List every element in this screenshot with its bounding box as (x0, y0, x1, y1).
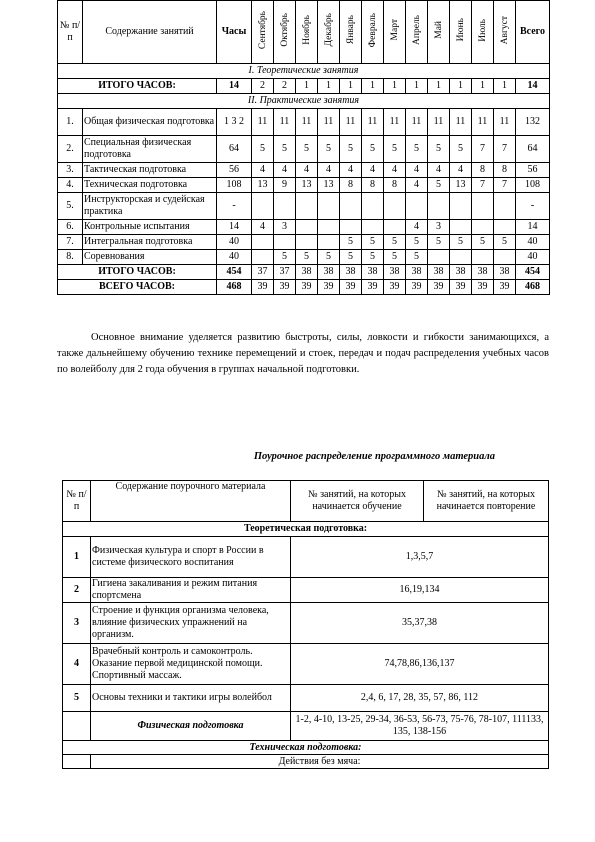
total-sum: 454 (516, 265, 550, 280)
lesson-distribution-title: Поурочное распределение программного материала (253, 451, 495, 462)
month-cell (450, 250, 472, 265)
month-cell: 4 (318, 163, 340, 178)
row-name: Инструкторская и судейская практика (83, 193, 217, 220)
total-hours: 14 (217, 79, 252, 94)
row-num: 2. (58, 136, 83, 163)
header-num: № п/п (58, 1, 83, 64)
header-month: Ноябрь (301, 15, 312, 45)
row-lessons: 2,4, 6, 17, 28, 35, 57, 86, 112 (291, 685, 549, 712)
header-month: Август (499, 15, 510, 45)
month-cell: 5 (362, 235, 384, 250)
row-hours: 64 (217, 136, 252, 163)
month-cell: 4 (252, 220, 274, 235)
row-num: 5. (58, 193, 83, 220)
month-cell: 39 (494, 280, 516, 295)
month-cell: 5 (450, 235, 472, 250)
month-cell (494, 250, 516, 265)
table-row (63, 644, 549, 685)
month-cell: 37 (252, 265, 274, 280)
month-cell: 5 (384, 235, 406, 250)
header-month: Сентябрь (257, 10, 268, 50)
row-name: Основы техники и тактики игры волейбол (91, 685, 291, 712)
month-cell: 3 (274, 220, 296, 235)
row-hours: - (217, 193, 252, 220)
month-cell (494, 193, 516, 220)
row-hours: 14 (217, 220, 252, 235)
description-paragraph: Основное внимание уделяется развитию быстроты, силы, ловкости и гибкости занимающихся, а также дальнейшему обучению технике перемещений и стоек, передач и подач распределения учебных часов по волейболу для 2 года обучения в группах начальной подготовки. (57, 332, 549, 375)
month-cell: 13 (450, 178, 472, 193)
header-month: Июль (477, 18, 488, 42)
grand-total-row (58, 280, 550, 295)
practice-total-row (58, 265, 550, 280)
total-sum: 468 (516, 280, 550, 295)
month-cell: 5 (428, 178, 450, 193)
month-cell: 11 (340, 109, 362, 136)
table-row (63, 603, 549, 644)
month-cell: 11 (252, 109, 274, 136)
month-cell (274, 193, 296, 220)
month-cell: 5 (362, 136, 384, 163)
header-month: Июнь (455, 18, 466, 42)
physical-row (63, 712, 549, 741)
month-cell: 39 (406, 280, 428, 295)
month-cell: 38 (340, 265, 362, 280)
month-cell: 7 (494, 178, 516, 193)
month-cell: 5 (296, 136, 318, 163)
month-cell (494, 220, 516, 235)
month-cell: 39 (274, 280, 296, 295)
month-cell: 13 (318, 178, 340, 193)
month-cell: 38 (472, 265, 494, 280)
row-lessons: 74,78,86,136,137 (291, 644, 549, 685)
month-cell: 4 (428, 163, 450, 178)
month-cell: 5 (340, 136, 362, 163)
month-cell: 1 (472, 79, 494, 94)
month-cell: 5 (318, 250, 340, 265)
month-cell: 38 (494, 265, 516, 280)
month-cell: 1 (428, 79, 450, 94)
month-cell: 8 (362, 178, 384, 193)
total-hours: 468 (217, 280, 252, 295)
month-cell: 39 (318, 280, 340, 295)
theory-total-row (58, 79, 550, 94)
month-cell: 5 (472, 235, 494, 250)
month-cell: 1 (384, 79, 406, 94)
month-cell: 37 (274, 265, 296, 280)
month-cell: 5 (428, 235, 450, 250)
total-sum: 14 (516, 79, 550, 94)
month-cell: 4 (274, 163, 296, 178)
month-cell: 4 (362, 163, 384, 178)
row-hours: 40 (217, 250, 252, 265)
total-hours: 454 (217, 265, 252, 280)
month-cell: 39 (428, 280, 450, 295)
month-cell (252, 193, 274, 220)
month-cell: 38 (296, 265, 318, 280)
month-cell: 8 (494, 163, 516, 178)
month-cell: 39 (384, 280, 406, 295)
month-cell (450, 220, 472, 235)
section-row (58, 64, 550, 79)
month-cell: 38 (428, 265, 450, 280)
month-cell: 4 (406, 220, 428, 235)
row-num: 1 (63, 537, 91, 578)
header-learn: № занятий, на которых начинается обучение (291, 481, 424, 522)
month-cell: 1 (494, 79, 516, 94)
month-cell: 8 (384, 178, 406, 193)
month-cell: 4 (406, 163, 428, 178)
hours-distribution-table (57, 0, 550, 295)
month-cell: 39 (296, 280, 318, 295)
month-cell: 39 (252, 280, 274, 295)
month-cell: 11 (450, 109, 472, 136)
section-row (63, 522, 549, 537)
month-cell: 39 (472, 280, 494, 295)
month-cell: 5 (274, 250, 296, 265)
month-cell: 5 (274, 136, 296, 163)
month-cell: 11 (384, 109, 406, 136)
month-cell: 1 (362, 79, 384, 94)
table-row (58, 193, 550, 220)
table-row (63, 578, 549, 603)
month-cell: 5 (362, 250, 384, 265)
header-month: Октябрь (279, 13, 290, 47)
row-total: 40 (516, 235, 550, 250)
month-cell (428, 193, 450, 220)
month-cell: 38 (450, 265, 472, 280)
row-name: Строение и функция организма человека, влияние физических упражнений на организм. (91, 603, 291, 644)
month-cell (362, 193, 384, 220)
month-cell: 1 (406, 79, 428, 94)
month-cell: 38 (384, 265, 406, 280)
header-month: Февраль (367, 12, 378, 48)
month-cell: 11 (406, 109, 428, 136)
row-num: 1. (58, 109, 83, 136)
header-month: Март (389, 19, 400, 41)
row-name: Врачебный контроль и самоконтроль. Оказание первой медицинской помощи. Спортивный массаж. (91, 644, 291, 685)
month-cell (362, 220, 384, 235)
row-num: 3 (63, 603, 91, 644)
table-row (63, 537, 549, 578)
row-total: 40 (516, 250, 550, 265)
month-cell (472, 193, 494, 220)
month-cell: 4 (296, 163, 318, 178)
header-num: № п/п (63, 481, 91, 522)
month-cell: 38 (406, 265, 428, 280)
month-cell: 11 (274, 109, 296, 136)
month-cell: 38 (318, 265, 340, 280)
month-cell (340, 193, 362, 220)
row-hours: 108 (217, 178, 252, 193)
table-row (58, 136, 550, 163)
month-cell: 7 (472, 136, 494, 163)
table-row (58, 220, 550, 235)
total-label: ИТОГО ЧАСОВ: (58, 79, 217, 94)
month-cell: 5 (296, 250, 318, 265)
header-month: Декабрь (323, 13, 334, 47)
subsection-row (63, 755, 549, 769)
table-header-row (58, 1, 550, 64)
row-name: Техническая подготовка (83, 178, 217, 193)
header-repeat: № занятий, на которых начинается повторение (424, 481, 549, 522)
month-cell: 5 (340, 235, 362, 250)
month-cell: 5 (406, 235, 428, 250)
month-cell: 4 (450, 163, 472, 178)
table-row (58, 178, 550, 193)
row-hours: 1 3 2 (217, 109, 252, 136)
row-total: 64 (516, 136, 550, 163)
month-cell (428, 250, 450, 265)
row-num: 2 (63, 578, 91, 603)
month-cell: 1 (318, 79, 340, 94)
month-cell: 5 (494, 235, 516, 250)
month-cell: 13 (252, 178, 274, 193)
month-cell: 5 (406, 250, 428, 265)
row-num: 7. (58, 235, 83, 250)
row-total: 56 (516, 163, 550, 178)
row-num: 5 (63, 685, 91, 712)
month-cell (340, 220, 362, 235)
month-cell: 39 (340, 280, 362, 295)
section-row (58, 94, 550, 109)
month-cell: 5 (406, 136, 428, 163)
month-cell (384, 193, 406, 220)
lesson-distribution-table (62, 480, 549, 769)
month-cell: 1 (296, 79, 318, 94)
row-hours: 56 (217, 163, 252, 178)
month-cell: 11 (494, 109, 516, 136)
month-cell: 2 (252, 79, 274, 94)
row-name: Соревнования (83, 250, 217, 265)
section-theory: I. Теоретические занятия (58, 64, 550, 79)
month-cell: 8 (340, 178, 362, 193)
header-hours: Часы (217, 1, 252, 64)
header-content: Содержание поурочного материала (91, 481, 291, 522)
month-cell: 39 (362, 280, 384, 295)
month-cell: 1 (340, 79, 362, 94)
row-total: 132 (516, 109, 550, 136)
physical-label: Физическая подготовка (91, 712, 291, 741)
row-name: Общая физическая подготовка (83, 109, 217, 136)
table-row (58, 235, 550, 250)
month-cell (296, 235, 318, 250)
header-total: Всего (516, 1, 550, 64)
row-name: Гигиена закаливания и режим питания спортсмена (91, 578, 291, 603)
month-cell: 11 (296, 109, 318, 136)
month-cell: 39 (450, 280, 472, 295)
row-total: 108 (516, 178, 550, 193)
month-cell (318, 193, 340, 220)
month-cell (472, 250, 494, 265)
month-cell: 2 (274, 79, 296, 94)
row-total: 14 (516, 220, 550, 235)
header-month: Апрель (411, 15, 422, 45)
sub-without-ball: Действия без мяча: (91, 755, 549, 769)
table-row (63, 685, 549, 712)
month-cell (450, 193, 472, 220)
month-cell: 11 (362, 109, 384, 136)
row-num: 4. (58, 178, 83, 193)
month-cell (384, 220, 406, 235)
month-cell (296, 193, 318, 220)
month-cell (472, 220, 494, 235)
month-cell: 4 (252, 163, 274, 178)
month-cell (252, 235, 274, 250)
row-lessons: 16,19,134 (291, 578, 549, 603)
month-cell: 7 (472, 178, 494, 193)
row-lessons: 1,3,5,7 (291, 537, 549, 578)
month-cell: 7 (494, 136, 516, 163)
month-cell (406, 193, 428, 220)
month-cell: 11 (472, 109, 494, 136)
month-cell: 5 (428, 136, 450, 163)
month-cell: 1 (450, 79, 472, 94)
row-lessons: 35,37,38 (291, 603, 549, 644)
row-total: - (516, 193, 550, 220)
section-practice: II. Практические занятия (58, 94, 550, 109)
total-label: ИТОГО ЧАСОВ: (58, 265, 217, 280)
month-cell (318, 220, 340, 235)
month-cell: 4 (340, 163, 362, 178)
row-num: 8. (58, 250, 83, 265)
month-cell: 13 (296, 178, 318, 193)
month-cell: 3 (428, 220, 450, 235)
row-name: Интегральная подготовка (83, 235, 217, 250)
row-name: Контрольные испытания (83, 220, 217, 235)
month-cell: 11 (318, 109, 340, 136)
physical-lessons: 1-2, 4-10, 13-25, 29-34, 36-53, 56-73, 75-76, 78-107, 111133, 135, 138-156 (291, 712, 549, 741)
month-cell (274, 235, 296, 250)
section-row (63, 741, 549, 755)
table-row (58, 250, 550, 265)
total-label: ВСЕГО ЧАСОВ: (58, 280, 217, 295)
header-content: Содержание занятий (83, 1, 217, 64)
month-cell (296, 220, 318, 235)
row-num: 6. (58, 220, 83, 235)
row-hours: 40 (217, 235, 252, 250)
month-cell: 5 (450, 136, 472, 163)
row-num: 4 (63, 644, 91, 685)
month-cell: 5 (318, 136, 340, 163)
month-cell: 4 (406, 178, 428, 193)
month-cell: 5 (384, 250, 406, 265)
month-cell: 5 (252, 136, 274, 163)
header-month: Май (433, 21, 444, 39)
month-cell: 5 (384, 136, 406, 163)
section-technical: Техническая подготовка: (63, 741, 549, 755)
row-name: Специальная физическая подготовка (83, 136, 217, 163)
month-cell: 11 (428, 109, 450, 136)
month-cell: 8 (472, 163, 494, 178)
month-cell (318, 235, 340, 250)
table-row (58, 109, 550, 136)
month-cell: 4 (384, 163, 406, 178)
month-cell: 38 (362, 265, 384, 280)
row-name: Тактическая подготовка (83, 163, 217, 178)
table-row (58, 163, 550, 178)
row-name: Физическая культура и спорт в России в системе физического воспитания (91, 537, 291, 578)
table-header-row (63, 481, 549, 522)
month-cell: 9 (274, 178, 296, 193)
header-month: Январь (345, 15, 356, 45)
month-cell (252, 250, 274, 265)
section-theory: Теоретическая подготовка: (63, 522, 549, 537)
month-cell: 5 (340, 250, 362, 265)
row-num: 3. (58, 163, 83, 178)
